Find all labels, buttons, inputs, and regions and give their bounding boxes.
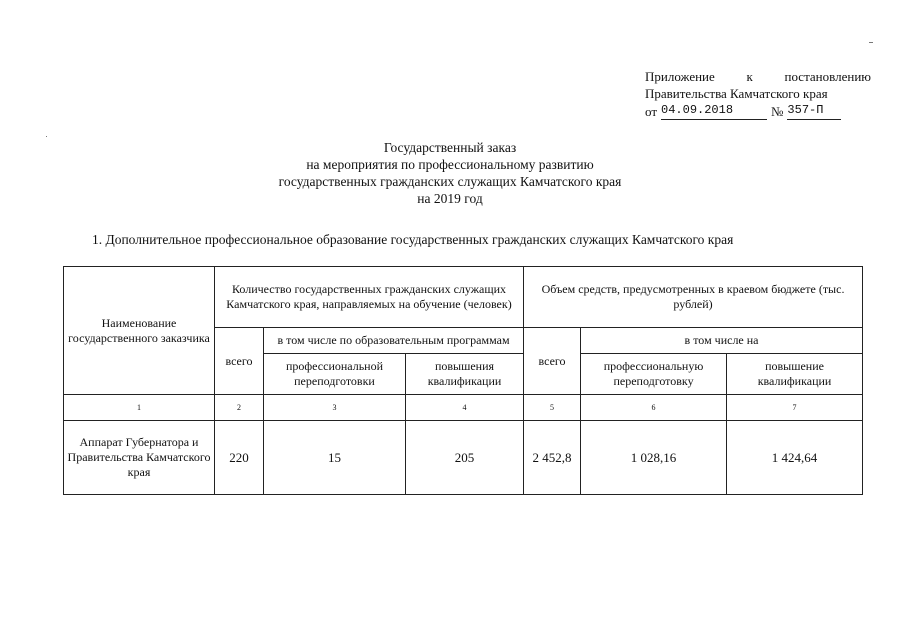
approval-word: Приложение: [645, 69, 715, 84]
resolution-date: 04.09.2018: [661, 102, 767, 120]
table-row: [64, 421, 863, 495]
scan-speck: [869, 42, 873, 43]
cell-total-count: 220: [215, 421, 264, 495]
from-label: от: [645, 104, 658, 119]
approval-word: постановлению: [784, 69, 871, 84]
cell-customer: Аппарат Губернатора и Правительства Камчатского края: [64, 421, 215, 495]
column-number: 6: [581, 395, 727, 421]
number-label: №: [771, 104, 784, 119]
title-line: на мероприятия по профессиональному развитию: [306, 157, 594, 172]
title-line: на 2019 год: [417, 191, 483, 206]
state-order-table: [63, 266, 863, 495]
title-line: Государственный заказ: [383, 140, 517, 155]
cell-qualification-funds: 1 424,64: [727, 421, 863, 495]
header-count-group: Количество государственных гражданских служащих Камчатского края, направляемых на обучение (человек): [215, 267, 524, 328]
column-number: 3: [264, 395, 406, 421]
section-heading: 1. Дополнительное профессиональное образование государственных гражданских служащих Камчатского края: [92, 232, 734, 247]
header-qualification-count: повышения квалификации: [406, 354, 524, 395]
header-retraining-count: профессиональной переподготовки: [264, 354, 406, 395]
column-number: 5: [524, 395, 581, 421]
approval-date-number: [645, 102, 871, 120]
approval-block: [645, 68, 871, 120]
header-count-total: всего: [215, 328, 264, 395]
header-including: в том числе на: [581, 328, 863, 354]
cell-retraining-funds: 1 028,16: [581, 421, 727, 495]
approval-word: к: [746, 69, 753, 84]
header-funds-group: Объем средств, предусмотренных в краевом бюджете (тыс. рублей): [524, 267, 863, 328]
resolution-number: 357-П: [787, 102, 841, 120]
header-qualification-funds: повышение квалификации: [727, 354, 863, 395]
cell-qualification-count: 205: [406, 421, 524, 495]
header-by-programs: в том числе по образовательным программам: [264, 328, 524, 354]
document-title: [200, 139, 700, 207]
column-number: 2: [215, 395, 264, 421]
header-funds-total: всего: [524, 328, 581, 395]
column-number: 1: [64, 395, 215, 421]
approval-line-1: [645, 68, 871, 85]
header-retraining-funds: профессиональную переподготовку: [581, 354, 727, 395]
approval-line-2: Правительства Камчатского края: [645, 86, 828, 101]
column-number: 7: [727, 395, 863, 421]
cell-retraining-count: 15: [264, 421, 406, 495]
scan-speck: [46, 136, 47, 137]
cell-total-funds: 2 452,8: [524, 421, 581, 495]
title-line: государственных гражданских служащих Камчатского края: [278, 174, 622, 189]
header-customer: Наименование государственного заказчика: [64, 267, 215, 395]
column-number: 4: [406, 395, 524, 421]
